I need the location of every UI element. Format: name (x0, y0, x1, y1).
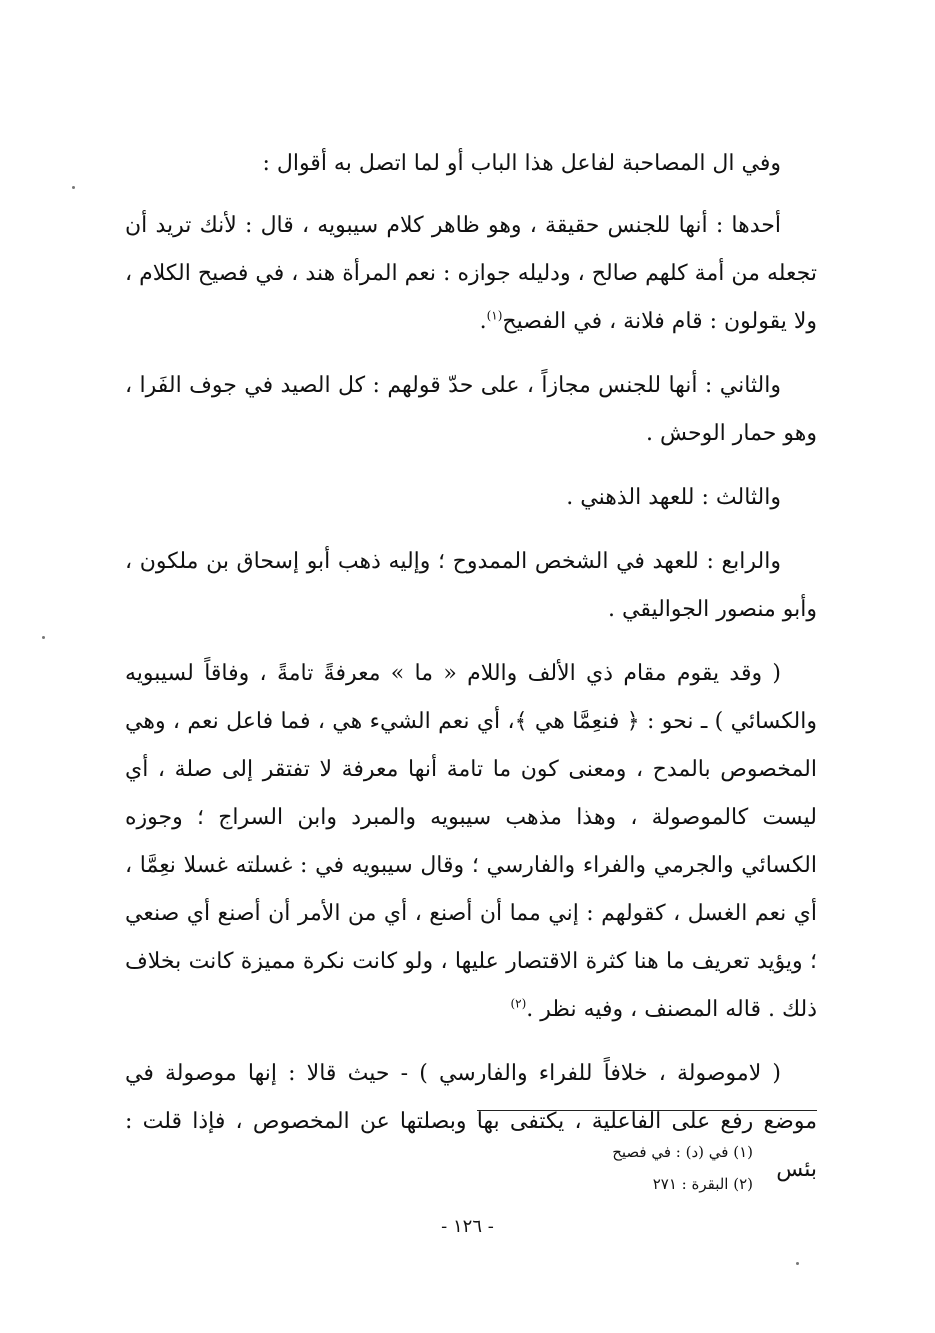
paragraph-intro (125, 140, 817, 188)
paragraph-second-opinion (125, 362, 817, 458)
paragraph-text: والثاني : أنها للجنس مجازاً ، على حدّ قولهم : كل الصيد في جوف الفَرا ، وهو حمار الوحش . (125, 373, 817, 446)
footnotes (333, 1136, 753, 1200)
footnote-ref-1[interactable]: (١) (486, 308, 503, 323)
paragraph-text: أحدها : أنها للجنس حقيقة ، وهو ظاهر كلام سيبويه ، قال : لأنك تريد أن تجعله من أمة كلهم صالح ، ودليله جوازه : نعم المرأة هند ، في فصيح الكلام ، ولا يقولون : قام فلانة ، في الفصيح (125, 213, 817, 334)
main-text (125, 140, 817, 1210)
footnote-1: (١) في (د) : في فصيح (612, 1143, 753, 1161)
scan-speck (72, 186, 75, 189)
paragraph-text: وفي ال المصاحبة لفاعل هذا الباب أو لما اتصل به أقوال : (262, 151, 781, 176)
paragraph-text: والثالث : للعهد الذهني . (566, 485, 781, 510)
footnote-ref-2[interactable]: (٢) (510, 996, 527, 1011)
paragraph-first-opinion (125, 202, 817, 346)
footnote-2: (٢) البقرة : ٢٧١ (652, 1175, 753, 1193)
paragraph-third-opinion (125, 474, 817, 522)
paragraph-text: والرابع : للعهد في الشخص الممدوح ؛ وإليه ذهب أبو إسحاق بن ملكون ، وأبو منصور الجواليقي . (125, 549, 817, 622)
paragraph-text: ( لاموصولة ، خلافاً للفراء والفارسي ) - حيث قالا : إنها موصولة في موضع رفع على الفاعلية ، يكتفى بها وبصلتها عن المخصوص ، فإذا قلت : بئس (125, 1061, 817, 1182)
footnote-separator (477, 1110, 817, 1111)
paragraph-end: . (479, 309, 487, 334)
scan-speck (42, 636, 45, 639)
paragraph-ma-marifa (125, 650, 817, 1034)
paragraph-fourth-opinion (125, 538, 817, 634)
page-number: - ١٢٦ - (441, 1216, 494, 1237)
scan-speck (796, 1262, 799, 1265)
paragraph-text: ( وقد يقوم مقام ذي الألف واللام « ما » معرفةً تامةً ، وفاقاً لسيبويه والكسائي ) ـ نحو : ﴿ فنعِمَّا هي ﴾، أي نعم الشيء هي ، فما فاعل نعم ، وهي المخصوص بالمدح ، ومعنى كون ما تامة أنها معرفة لا تفتقر إلى صلة ، أي ليست كالموصولة ، وهذا مذهب سيبويه والمبرد وابن السراج ؛ وجوزه الكسائي والجرمي والفراء والفارسي ؛ وقال سيبويه في : غسلته غسلا نعِمَّا ، أي نعم الغسل ، كقولهم : إني مما أن أصنع ، أي من الأمر أن أصنع أي صنعي ؛ ويؤيد تعريف ما هنا كثرة الاقتصار عليها ، ولو كانت نكرة مميزة كانت بخلاف ذلك . قاله المصنف ، وفيه نظر . (125, 661, 817, 1022)
